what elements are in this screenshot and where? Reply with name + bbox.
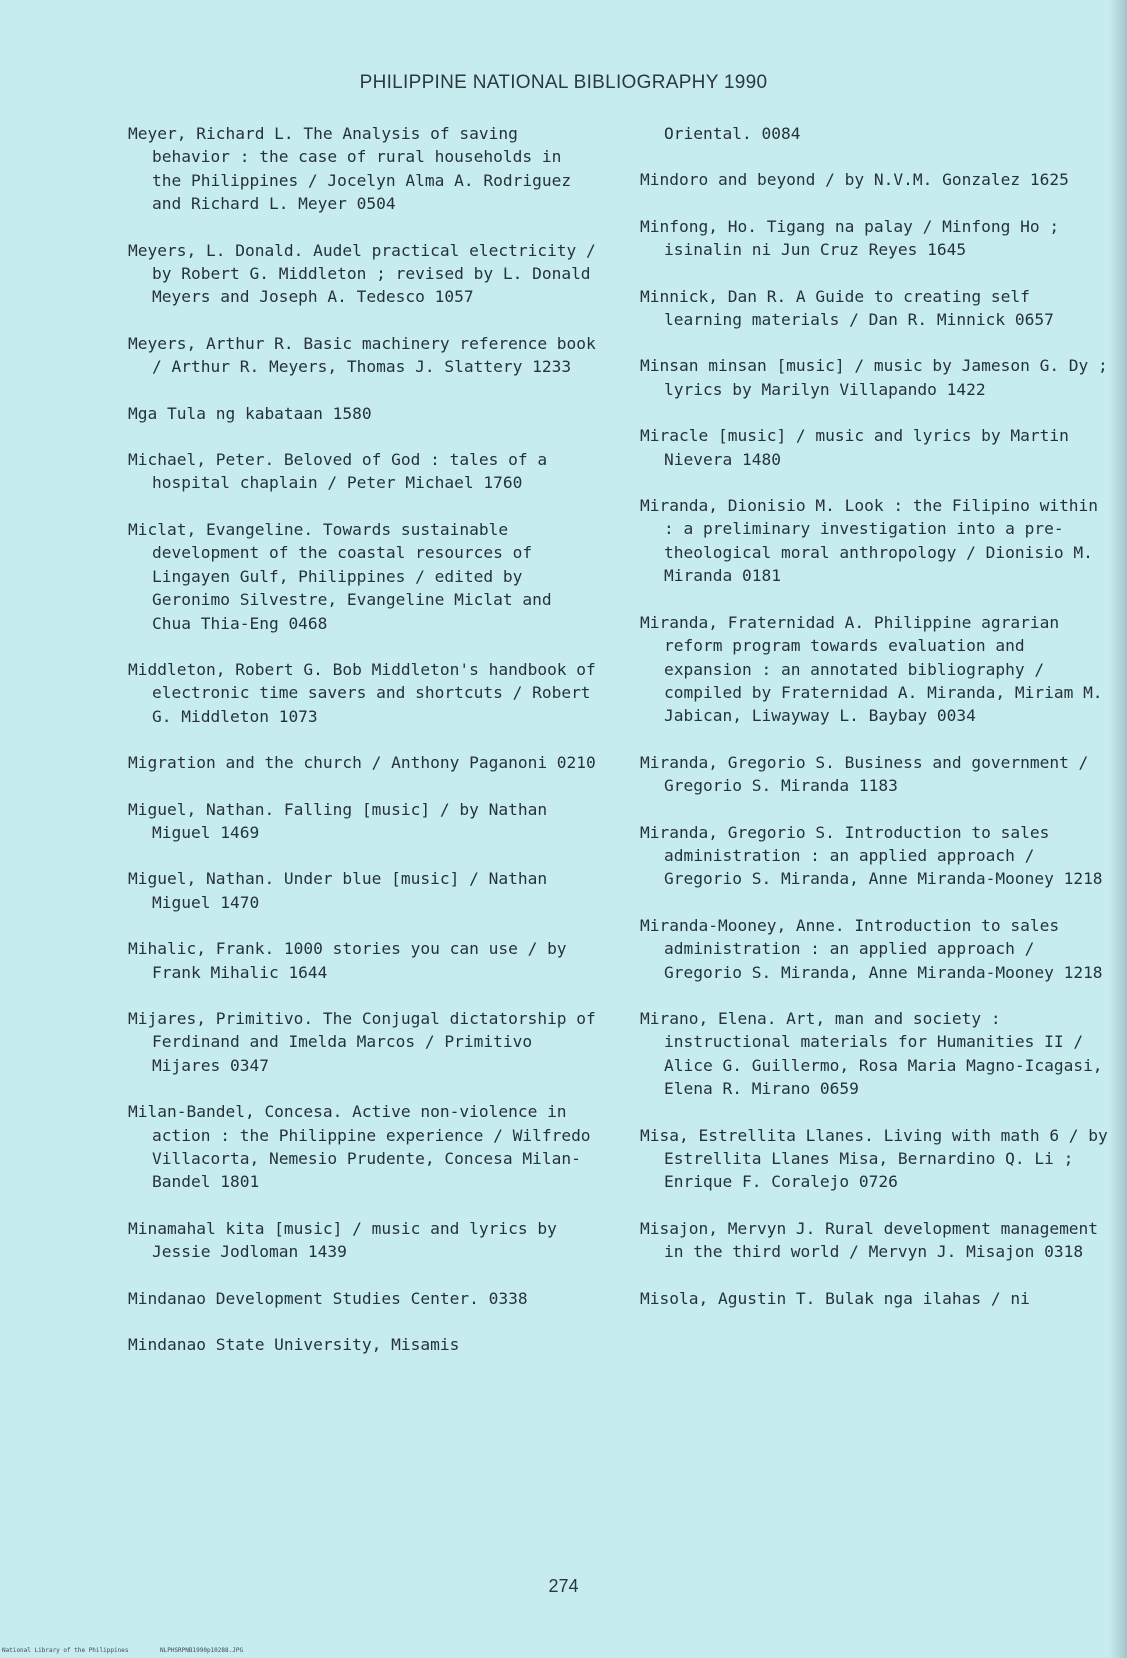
bibliography-entry: Misajon, Mervyn J. Rural development management in the third world / Mervyn J. Misajon 0318 [640, 1218, 1099, 1262]
bibliography-entry: Meyer, Richard L. The Analysis of saving behavior : the case of rural households in the Philippines / Jocelyn Alma A. Rodriguez and Richard L. Meyer 0504 [128, 124, 572, 214]
footer-library: National Library of the Philippines [2, 1647, 129, 1654]
bibliography-entry: Miranda, Fraternidad A. Philippine agrarian reform program towards evaluation and expansion : an annotated bibliography / compiled by Fraternidad A. Miranda, Miriam M. Jabican, Liwayway L. Baybay 0034 [640, 612, 1103, 726]
bibliography-entry: Milan-Bandel, Concesa. Active non-violence in action : the Philippine experience / Wilfredo Villacorta, Nemesio Prudente, Concesa Milan-Bandel 1801 [128, 1102, 591, 1192]
bibliography-entry: Meyers, L. Donald. Audel practical electricity / by Robert G. Middleton ; revised by L. Donald Meyers and Joseph A. Tedesco 1057 [128, 240, 596, 307]
bibliography-entry: Minfong, Ho. Tigang na palay / Minfong Ho ; isinalin ni Jun Cruz Reyes 1645 [640, 216, 1060, 260]
left-column [128, 122, 598, 1379]
bibliography-entry: Mirano, Elena. Art, man and society : instructional materials for Humanities II / Alice G. Guillermo, Rosa Maria Magno-Icagasi, Elena R. Mirano 0659 [640, 1008, 1103, 1099]
page-number: 274 [548, 1576, 579, 1596]
bibliography-entry: Miranda, Gregorio S. Business and government / Gregorio S. Miranda 1183 [640, 752, 1089, 796]
right-column [640, 122, 1110, 1333]
bibliography-entry: Misola, Agustin T. Bulak nga ilahas / ni [640, 1288, 1030, 1308]
page-title: PHILIPPINE NATIONAL BIBLIOGRAPHY 1990 [359, 72, 768, 93]
page-edge-shadow [1109, 0, 1127, 1658]
bibliography-entry: Middleton, Robert G. Bob Middleton's handbook of electronic time savers and shortcuts / Robert G. Middleton 1073 [128, 659, 596, 726]
bibliography-entry: Mijares, Primitivo. The Conjugal dictatorship of Ferdinand and Imelda Marcos / Primitivo Mijares 0347 [128, 1008, 596, 1075]
bibliography-entry: Meyers, Arthur R. Basic machinery reference book / Arthur R. Meyers, Thomas J. Slattery 1233 [128, 333, 596, 377]
bibliography-entry: Minsan minsan [music] / music by Jameson G. Dy ; lyrics by Marilyn Villapando 1422 [640, 356, 1108, 399]
bibliography-entry: Mga Tula ng kabataan 1580 [128, 403, 372, 423]
bibliography-entry: Mihalic, Frank. 1000 stories you can use / by Frank Mihalic 1644 [128, 939, 567, 982]
bibliography-entry: Michael, Peter. Beloved of God : tales of a hospital chaplain / Peter Michael 1760 [128, 450, 548, 493]
bibliography-entry: Mindanao State University, Misamis [128, 1335, 460, 1355]
bibliography-entry: Miracle [music] / music and lyrics by Martin Nievera 1480 [640, 426, 1069, 469]
bibliography-entry: Misa, Estrellita Llanes. Living with math 6 / by Estrellita Llanes Misa, Bernardino Q. Li ; Enrique F. Coralejo 0726 [640, 1125, 1108, 1192]
bibliography-entry: Mindoro and beyond / by N.V.M. Gonzalez 1625 [640, 170, 1069, 190]
bibliography-entry: Mindanao Development Studies Center. 0338 [128, 1288, 528, 1308]
bibliography-entry: Miguel, Nathan. Under blue [music] / Nathan Miguel 1470 [128, 869, 548, 912]
bibliography-entry: Migration and the church / Anthony Paganoni 0210 [128, 753, 596, 773]
bibliography-entry-continued: Oriental. 0084 [664, 124, 801, 143]
footer-filename: NLPHSRPNB1990p10288.JPG [160, 1647, 244, 1654]
bibliography-entry: Miclat, Evangeline. Towards sustainable development of the coastal resources of Lingayen Gulf, Philippines / edited by Geronimo Silvestre, Evangeline Miclat and Chua Thia-Eng 0468 [128, 519, 552, 633]
bibliography-entry: Miranda, Gregorio S. Introduction to sales administration : an applied approach / Gregorio S. Miranda, Anne Miranda-Mooney 1218 [640, 822, 1103, 889]
bibliography-entry: Miguel, Nathan. Falling [music] / by Nathan Miguel 1469 [128, 799, 548, 842]
bibliography-entry: Minamahal kita [music] / music and lyrics by Jessie Jodloman 1439 [128, 1218, 557, 1262]
bibliography-entry: Miranda-Mooney, Anne. Introduction to sales administration : an applied approach / Gregorio S. Miranda, Anne Miranda-Mooney 1218 [640, 915, 1103, 982]
bibliography-entry: Minnick, Dan R. A Guide to creating self learning materials / Dan R. Minnick 0657 [640, 286, 1054, 330]
bibliography-entry: Miranda, Dionisio M. Look : the Filipino within : a preliminary investigation into a pre-theological moral anthropology / Dionisio M. Miranda 0181 [640, 496, 1099, 586]
